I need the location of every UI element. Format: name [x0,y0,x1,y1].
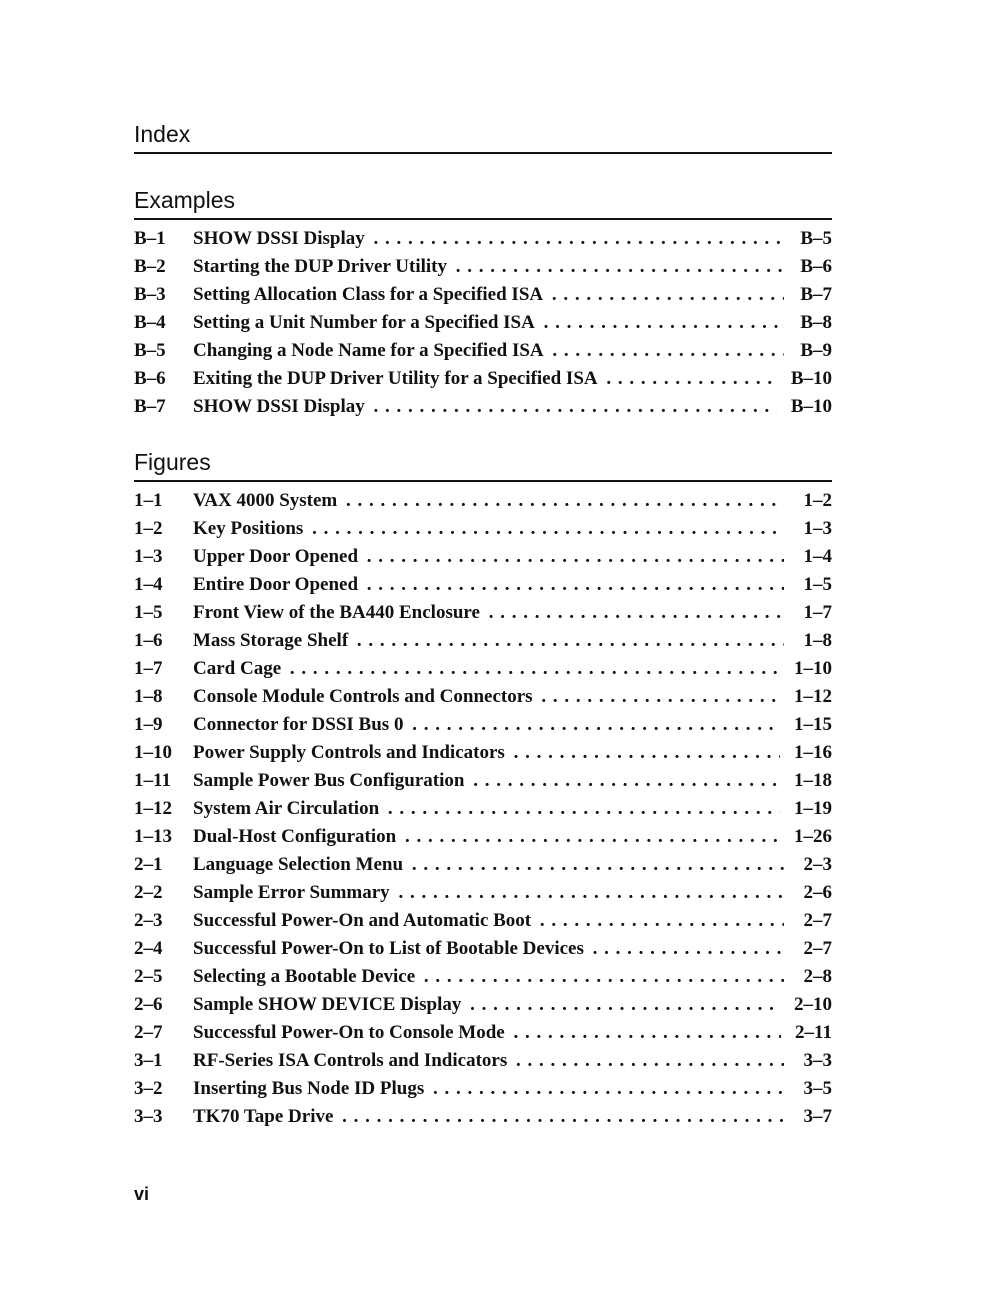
entry-page-ref: 1–10 [794,658,832,679]
entry-title: Dual-Host Configuration . . . [193,823,780,851]
figure-entry [134,879,832,907]
entry-number: B–7 [134,396,166,417]
entry-title: Setting a Unit Number for a Specified ISA . . . [193,309,784,337]
figure-entry [134,487,832,515]
entry-number: B–1 [134,228,166,249]
entry-title: Successful Power-On and Automatic Boot . . . [193,907,784,935]
figures-heading: Figures [134,448,832,482]
entry-number: 2–5 [134,966,163,987]
entry-page-ref: 2–7 [803,910,832,931]
entry-title: Connector for DSSI Bus 0 . . . [193,711,780,739]
entry-page-ref: 1–16 [794,742,832,763]
entry-title: Setting Allocation Class for a Specified ISA . . . [193,281,784,309]
entry-page-ref: 1–3 [803,518,832,539]
entry-title: Entire Door Opened . . . [193,571,784,599]
entry-title: Selecting a Bootable Device . . . [193,963,784,991]
entry-page-ref: 2–3 [803,854,832,875]
entry-page-ref: B–6 [800,256,832,277]
entry-page-ref: 1–8 [803,630,832,651]
entry-page-ref: 1–26 [794,826,832,847]
figure-entry [134,991,832,1019]
entry-page-ref: 1–5 [803,574,832,595]
entry-title: Inserting Bus Node ID Plugs . . . [193,1075,784,1103]
entry-page-ref: 2–7 [803,938,832,959]
entry-page-ref: B–5 [800,228,832,249]
entry-number: B–2 [134,256,166,277]
entry-number: 1–1 [134,490,163,511]
entry-page-ref: 3–5 [803,1078,832,1099]
entry-title: Key Positions . . . [193,515,784,543]
entry-title: TK70 Tape Drive . . . [193,1103,784,1131]
entry-title: Sample SHOW DEVICE Display . . . [193,991,780,1019]
entry-number: 2–4 [134,938,163,959]
example-entry [134,225,832,253]
entry-title: Mass Storage Shelf . . . [193,627,784,655]
example-entry [134,281,832,309]
entry-page-ref: B–10 [790,396,832,417]
example-entry [134,337,832,365]
example-entry [134,365,832,393]
example-entry [134,253,832,281]
figure-entry [134,767,832,795]
entry-title: Exiting the DUP Driver Utility for a Specified ISA . . . [193,365,777,393]
entry-title: Changing a Node Name for a Specified ISA . . . [193,337,784,365]
entry-number: 2–3 [134,910,163,931]
entry-number: 1–9 [134,714,163,735]
entry-page-ref: 1–7 [803,602,832,623]
entry-number: 1–12 [134,798,172,819]
entry-page-ref: 2–8 [803,966,832,987]
entry-page-ref: B–8 [800,312,832,333]
entry-title: SHOW DSSI Display . . . [193,225,784,253]
example-entry [134,309,832,337]
entry-page-ref: 2–10 [794,994,832,1015]
entry-title: Power Supply Controls and Indicators . . . [193,739,780,767]
page-title: Index [134,120,832,154]
entry-page-ref: B–7 [800,284,832,305]
figure-entry [134,1075,832,1103]
entry-number: B–3 [134,284,166,305]
figure-entry [134,1103,832,1131]
entry-page-ref: 2–11 [795,1022,832,1043]
examples-list [134,225,832,421]
examples-heading: Examples [134,186,832,220]
entry-title: Card Cage . . . [193,655,780,683]
entry-title: RF-Series ISA Controls and Indicators . . . [193,1047,784,1075]
entry-number: 1–2 [134,518,163,539]
figure-entry [134,823,832,851]
entry-number: 1–8 [134,686,163,707]
figure-entry [134,1047,832,1075]
figure-entry [134,935,832,963]
entry-number: 1–4 [134,574,163,595]
entry-title: Starting the DUP Driver Utility . . . [193,253,784,281]
entry-number: 1–5 [134,602,163,623]
figures-list [134,487,832,1131]
entry-title: Language Selection Menu . . . [193,851,784,879]
figure-entry [134,571,832,599]
figure-entry [134,963,832,991]
entry-number: 3–1 [134,1050,163,1071]
entry-number: 2–6 [134,994,163,1015]
figure-entry [134,543,832,571]
entry-page-ref: 1–19 [794,798,832,819]
entry-number: B–5 [134,340,166,361]
entry-title: Successful Power-On to List of Bootable Devices . . . [193,935,784,963]
entry-page-ref: 1–4 [803,546,832,567]
entry-page-ref: 1–2 [803,490,832,511]
entry-number: 1–13 [134,826,172,847]
entry-title: Front View of the BA440 Enclosure . . . [193,599,784,627]
entry-title: System Air Circulation . . . [193,795,780,823]
entry-title: Sample Error Summary . . . [193,879,784,907]
figure-entry [134,711,832,739]
entry-number: 1–11 [134,770,171,791]
entry-number: 2–1 [134,854,163,875]
page-number: vi [134,1184,150,1204]
entry-number: B–4 [134,312,166,333]
entry-title: Upper Door Opened . . . [193,543,784,571]
entry-page-ref: 1–15 [794,714,832,735]
entry-number: 1–7 [134,658,163,679]
entry-title: SHOW DSSI Display . . . [193,393,777,421]
figure-entry [134,627,832,655]
figure-entry [134,683,832,711]
figure-entry [134,1019,832,1047]
entry-number: 1–10 [134,742,172,763]
figure-entry [134,599,832,627]
entry-page-ref: 1–12 [794,686,832,707]
entry-number: 1–6 [134,630,163,651]
entry-page-ref: 3–7 [803,1106,832,1127]
entry-page-ref: 2–6 [803,882,832,903]
figure-entry [134,515,832,543]
entry-number: 3–2 [134,1078,163,1099]
figure-entry [134,795,832,823]
entry-number: 3–3 [134,1106,163,1127]
figure-entry [134,739,832,767]
figure-entry [134,655,832,683]
entry-number: 2–7 [134,1022,163,1043]
entry-page-ref: 1–18 [794,770,832,791]
entry-title: VAX 4000 System . . . [193,487,784,515]
entry-page-ref: B–10 [790,368,832,389]
entry-title: Sample Power Bus Configuration . . . [193,767,780,795]
entry-number: 2–2 [134,882,163,903]
entry-title: Console Module Controls and Connectors . . . [193,683,780,711]
entry-page-ref: B–9 [800,340,832,361]
example-entry [134,393,832,421]
entry-number: 1–3 [134,546,163,567]
figure-entry [134,851,832,879]
figure-entry [134,907,832,935]
entry-page-ref: 3–3 [803,1050,832,1071]
entry-title: Successful Power-On to Console Mode . . . [193,1019,781,1047]
entry-number: B–6 [134,368,166,389]
